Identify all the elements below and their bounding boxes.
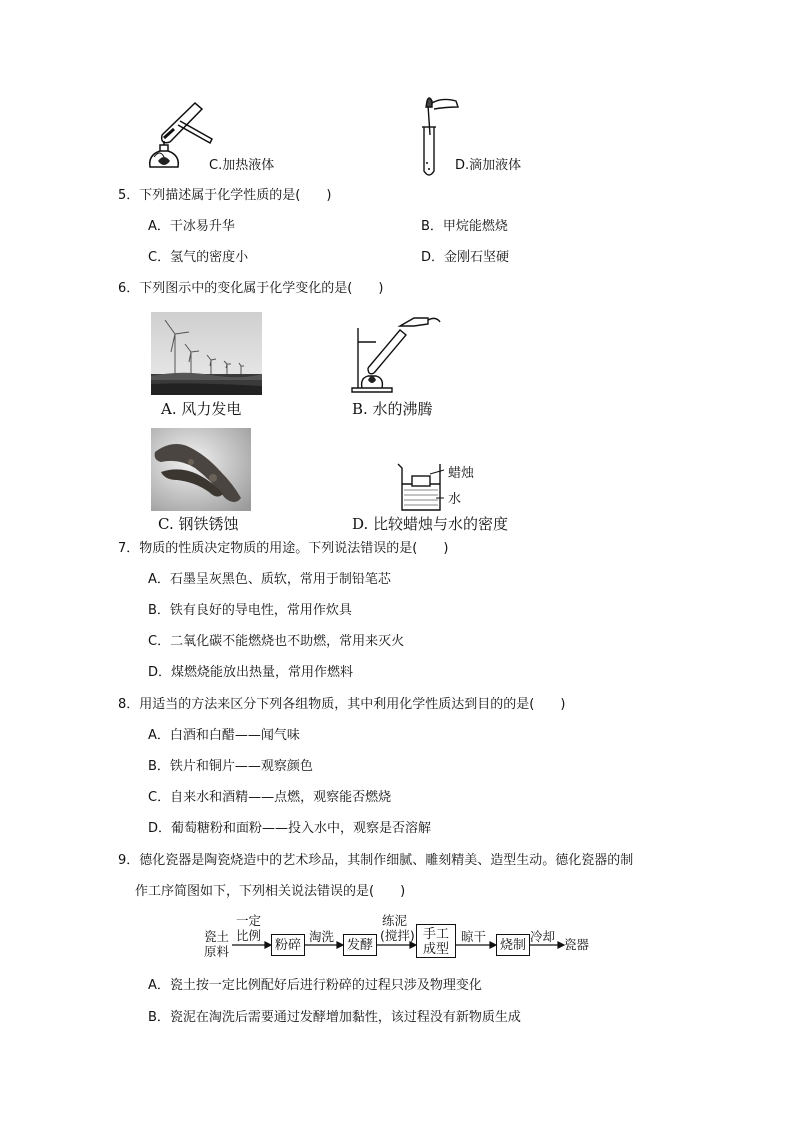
flow-shape-1: 手工	[422, 927, 449, 942]
q9-stem-line2: 作工序简图如下，下列相关说法错误的是( )	[135, 884, 406, 899]
q6-option-a: A. 风力发电	[161, 400, 242, 418]
flow-product: 瓷器	[564, 937, 590, 952]
q5-option-b: B．甲烷能燃烧	[421, 219, 508, 234]
q6-option-c: C. 钢铁锈蚀	[158, 515, 239, 533]
flow-ratio-1: 一定	[236, 913, 262, 928]
heating-liquid-illustration	[140, 95, 220, 175]
q5-stem: 5．下列描述属于化学性质的是( )	[118, 188, 332, 203]
q7-option-d: D．煤燃烧能放出热量，常用作燃料	[148, 665, 354, 680]
q5-option-c: C．氢气的密度小	[148, 250, 249, 265]
q9-stem-line1: 9．德化瓷器是陶瓷烧造中的艺术珍品，其制作细腻、雕刻精美、造型生动。德化瓷器的制	[118, 853, 634, 868]
flow-cool: 冷却	[530, 929, 556, 944]
flow-knead-1: 练泥	[382, 913, 408, 928]
q6-option-d: D. 比较蜡烛与水的密度	[352, 515, 509, 533]
wind-power-photo	[151, 312, 262, 395]
q8-option-d: D．葡萄糖粉和面粉——投入水中，观察是否溶解	[148, 821, 432, 836]
q9-option-a: A．瓷土按一定比例配好后进行粉碎的过程只涉及物理变化	[148, 978, 482, 993]
flow-wash: 淘洗	[309, 929, 335, 944]
q5-option-d: D．金刚石坚硬	[421, 250, 510, 265]
flow-shape-2: 成型	[422, 942, 449, 957]
q8-option-a: A．白酒和白醋——闻气味	[148, 728, 300, 743]
q6-option-b: B. 水的沸腾	[352, 400, 433, 418]
flow-raw-1: 瓷土	[204, 929, 230, 944]
flow-ferment: 发酵	[346, 938, 373, 953]
q8-stem: 8．用适当的方法来区分下列各组物质，其中利用化学性质达到目的的是( )	[118, 697, 566, 712]
q5-option-a: A．干冰易升华	[148, 219, 235, 234]
q7-option-a: A．石墨呈灰黑色、质软，常用于制铅笔芯	[148, 572, 391, 587]
flow-fire: 烧制	[499, 938, 526, 953]
q8-option-c: C．自来水和酒精——点燃，观察能否燃烧	[148, 790, 392, 805]
q7-option-c: C．二氧化碳不能燃烧也不助燃，常用来灭火	[148, 634, 405, 649]
flow-arrows	[200, 912, 600, 964]
process-flow-diagram	[200, 912, 600, 964]
candle-beaker-illustration	[396, 462, 456, 512]
q9-option-b: B．瓷泥在淘洗后需要通过发酵增加黏性，该过程没有新物质生成	[148, 1010, 521, 1025]
q7-stem: 7．物质的性质决定物质的用途。下列说法错误的是( )	[118, 541, 449, 556]
boiling-water-illustration	[346, 308, 446, 396]
flow-dry: 晾干	[461, 929, 487, 944]
q6-stem: 6．下列图示中的变化属于化学变化的是( )	[118, 281, 384, 296]
q4-option-d: D.滴加液体	[455, 158, 522, 173]
flow-ratio-2: 比例	[236, 928, 262, 943]
q7-option-b: B．铁有良好的导电性，常用作炊具	[148, 603, 352, 618]
flow-crush: 粉碎	[274, 938, 301, 953]
flow-knead-2: (搅拌)	[380, 928, 415, 943]
candle-label: 蜡烛	[448, 466, 475, 481]
q4-option-c: C.加热液体	[209, 158, 275, 173]
rusted-steel-photo	[151, 428, 251, 511]
q8-option-b: B．铁片和铜片——观察颜色	[148, 759, 313, 774]
flow-raw-2: 原料	[204, 944, 230, 959]
water-label: 水	[448, 492, 462, 507]
